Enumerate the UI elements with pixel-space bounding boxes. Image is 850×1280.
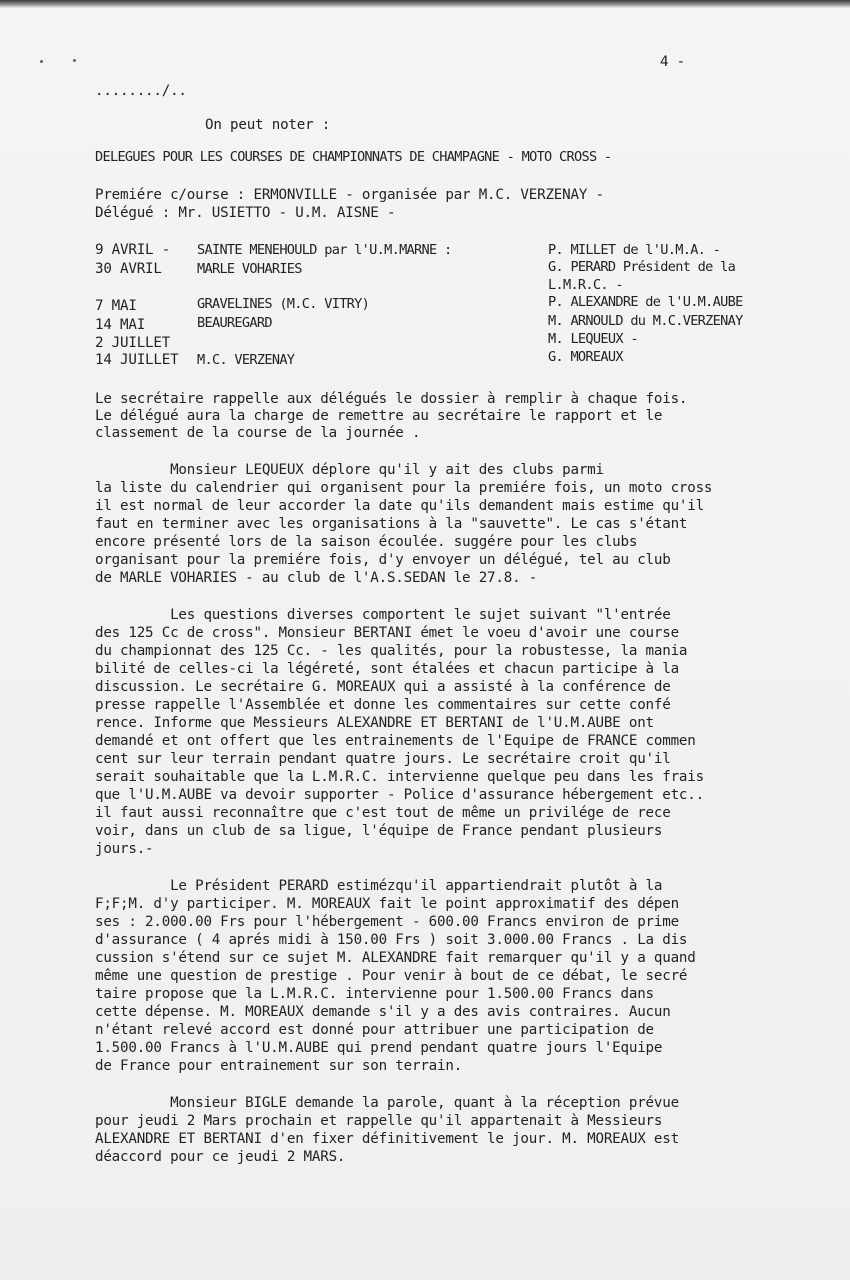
scan-speck [73, 59, 76, 62]
paragraph-line: Monsieur LEQUEUX déplore qu'il y ait des clubs parmi [95, 462, 604, 478]
paragraph-line: bilité de celles-ci la légéreté, sont étalées et chacun participe à la [95, 661, 679, 677]
paragraph-line: serait souhaitable que la L.M.R.C. intervienne quelque peu dans les frais [95, 769, 704, 785]
schedule-place: M.C. VERZENAY [197, 352, 295, 368]
schedule-date: 30 AVRIL [95, 261, 162, 277]
paragraph-line: déaccord pour ce jeudi 2 MARS. [95, 1149, 346, 1165]
paragraph-line: organisant pour la premiére fois, d'y envoyer un délégué, tel au club [95, 552, 671, 568]
schedule-date: 2 JUILLET [95, 335, 171, 351]
paragraph-line: même une question de prestige . Pour venir à bout de ce débat, le secré [95, 968, 688, 984]
paragraph-line: encore présenté lors de la saison écoulée. suggére pour les clubs [95, 534, 638, 550]
paragraph-line: la liste du calendrier qui organisent pour la premiére fois, un moto cross [95, 480, 713, 496]
paragraph-line: cette dépense. M. MOREAUX demande s'il y a des avis contraires. Aucun [95, 1004, 671, 1020]
paragraph-line: il est normal de leur accorder la date qu'ils demandent mais estime qu'il [95, 498, 704, 514]
paragraph-line: du championnat des 125 Cc. - les qualités, pour la robustesse, la mania [95, 643, 688, 659]
schedule-delegate: M. LEQUEUX - [548, 331, 638, 347]
schedule-place: SAINTE MENEHOULD par l'U.M.MARNE : [197, 242, 452, 258]
paragraph-line: cent sur leur terrain pendant quatre jours. Le secrétaire croit qu'il [95, 751, 671, 767]
schedule-delegate: P. ALEXANDRE de l'U.M.AUBE [548, 294, 743, 310]
schedule-delegate: P. MILLET de l'U.M.A. - [548, 242, 721, 258]
scan-speck [40, 60, 43, 63]
paragraph-line: que l'U.M.AUBE va devoir supporter - Police d'assurance hébergement etc.. [95, 787, 704, 803]
schedule-delegate: G. MOREAUX [548, 349, 623, 365]
schedule-delegate: M. ARNOULD du M.C.VERZENAY [548, 313, 743, 329]
paragraph-line: 1.500.00 Francs à l'U.M.AUBE qui prend pendant quatre jours l'Equipe [95, 1040, 663, 1056]
page-number: 4 - [660, 54, 686, 70]
schedule-place: GRAVELINES (M.C. VITRY) [197, 296, 370, 312]
paragraph-line: presse rappelle l'Assemblée et donne les commentaires sur cette confé [95, 697, 671, 713]
paragraph-line: ALEXANDRE ET BERTANI d'en fixer définitivement le jour. M. MOREAUX est [95, 1131, 679, 1147]
paragraph-line: de MARLE VOHARIES - au club de l'A.S.SEDAN le 27.8. - [95, 570, 538, 586]
paragraph-line: discussion. Le secrétaire G. MOREAUX qui a assisté à la conférence de [95, 679, 671, 695]
paragraph-line: ses : 2.000.00 Frs pour l'hébergement - 600.00 Francs environ de prime [95, 914, 679, 930]
schedule-date: 14 MAI [95, 317, 146, 333]
schedule-place: MARLE VOHARIES [197, 261, 302, 277]
scan-top-edge [0, 0, 850, 8]
paragraph-line: rence. Informe que Messieurs ALEXANDRE ET BERTANI de l'U.M.AUBE ont [95, 715, 654, 731]
first-race-line: Délégué : Mr. USIETTO - U.M. AISNE - [95, 205, 396, 221]
paragraph-line: demandé et ont offert que les entrainements de l'Equipe de FRANCE commen [95, 733, 696, 749]
paragraph-line: Les questions diverses comportent le sujet suivant "l'entrée [95, 607, 671, 623]
schedule-delegate: G. PERARD Président de la [548, 259, 736, 275]
paragraph-line: des 125 Cc de cross". Monsieur BERTANI émet le voeu d'avoir une course [95, 625, 679, 641]
schedule-delegate: L.M.R.C. - [548, 277, 623, 293]
first-race-line: Premiére c/ourse : ERMONVILLE - organisée par M.C. VERZENAY - [95, 187, 604, 203]
paragraph-line: F;F;M. d'y participer. M. MOREAUX fait le point approximatif des dépen [95, 896, 679, 912]
paragraph-line: Le délégué aura la charge de remettre au secrétaire le rapport et le [95, 408, 663, 424]
paragraph-line: Le secrétaire rappelle aux délégués le dossier à remplir à chaque fois. [95, 391, 688, 407]
paragraph-line: pour jeudi 2 Mars prochain et rappelle qu'il appartenait à Messieurs [95, 1113, 663, 1129]
schedule-date: 7 MAI [95, 298, 137, 314]
paragraph-line: jours.- [95, 841, 154, 857]
continuation-mark: ......../.. [95, 83, 187, 99]
paragraph-line: cussion s'étend sur ce sujet M. ALEXANDRE fait remarquer qu'il y a quand [95, 950, 696, 966]
schedule-date: 14 JUILLET [95, 352, 179, 368]
paragraph-line: de France pour entrainement sur son terrain. [95, 1058, 463, 1074]
paragraph-line: Le Président PERARD estimézqu'il appartiendrait plutôt à la [95, 878, 663, 894]
paragraph-line: Monsieur BIGLE demande la parole, quant à la réception prévue [95, 1095, 679, 1111]
paragraph-line: taire propose que la L.M.R.C. intervienne pour 1.500.00 Francs dans [95, 986, 654, 1002]
schedule-date: 9 AVRIL - [95, 242, 171, 258]
schedule-place: BEAUREGARD [197, 315, 272, 331]
intro-text: On peut noter : [205, 117, 331, 133]
section-heading: DELEGUES POUR LES COURSES DE CHAMPIONNATS DE CHAMPAGNE - MOTO CROSS - [95, 149, 612, 165]
paragraph-line: faut en terminer avec les organisations à la "sauvette". Le cas s'étant [95, 516, 688, 532]
paragraph-line: il faut aussi reconnaître que c'est tout de même un privilége de rece [95, 805, 671, 821]
paragraph-line: n'étant relevé accord est donné pour attribuer une participation de [95, 1022, 654, 1038]
paragraph-line: classement de la course de la journée . [95, 425, 421, 441]
paragraph-line: voir, dans un club de sa ligue, l'équipe de France pendant plusieurs [95, 823, 663, 839]
paragraph-line: d'assurance ( 4 aprés midi à 150.00 Frs ) soit 3.000.00 Francs . La dis [95, 932, 688, 948]
